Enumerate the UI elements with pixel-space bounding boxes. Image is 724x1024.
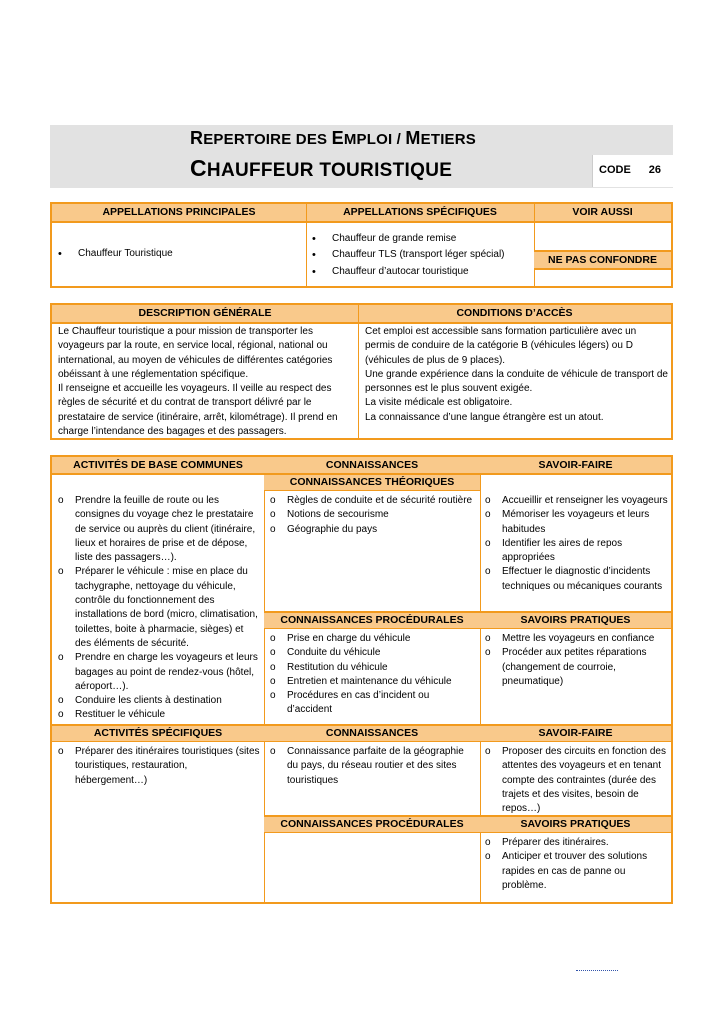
conditions-paragraph: Cet emploi est accessible sans formation particulière avec un permis de conduire de la catégorie B (véhicules légers) ou D (véhicules de plus de 9 places). — [365, 326, 637, 366]
list-item: o Restituer le véhicule — [58, 708, 262, 722]
list-item: o Procédures en cas d’incident ou d’accident — [270, 689, 475, 718]
list-item: o Identifier les aires de repos appropriées — [485, 537, 669, 566]
list-item: o Conduire les clients à destination — [58, 694, 262, 708]
list-item: o Mémoriser les voyageurs et leurs habitudes — [485, 508, 669, 537]
connaissances-procedurales-list — [270, 632, 475, 718]
document-header — [50, 125, 673, 188]
connaissances-specifiques-list — [270, 745, 475, 788]
appellations-principales-list — [58, 247, 303, 261]
list-item: o Mettre les voyageurs en confiance — [485, 632, 669, 646]
connaissances-specifiques-header: CONNAISSANCES — [264, 726, 480, 741]
appellations-specifiques-header: APPELLATIONS SPÉCIFIQUES — [306, 204, 534, 222]
list-item: o Préparer des itinéraires touristiques (sites touristiques, restauration, hébergement…) — [58, 745, 262, 788]
savoir-faire-specifiques-list — [485, 745, 669, 816]
page-title: CHAUFFEUR TOURISTIQUE — [190, 155, 453, 181]
code-value: 26 — [648, 164, 661, 176]
list-item: o Préparer le véhicule : mise en place du tachygraphe, nettoyage du véhicule, contrôle du fonctionnement des installations de bord (micro, climatisation, toilettes, boite à pharmacie, sièges) et des éléments de sécurité. — [58, 565, 262, 651]
code-box — [592, 155, 673, 187]
list-item: o Effectuer le diagnostic d’incidents techniques ou mécaniques courants — [485, 565, 669, 594]
footer-mark — [576, 970, 618, 974]
savoir-faire-list — [485, 494, 669, 594]
description-generale-header: DESCRIPTION GÉNÉRALE — [52, 305, 358, 323]
appellations-specifiques-list — [312, 232, 532, 279]
connaissances-theoriques-list — [270, 494, 475, 537]
conditions-acces-header: CONDITIONS D’ACCÈS — [358, 305, 671, 323]
appellations-table — [50, 202, 673, 288]
connaissances-header: CONNAISSANCES — [264, 457, 480, 474]
list-item: o Conduite du véhicule — [270, 646, 475, 660]
savoirs-pratiques-specifiques-header: SAVOIRS PRATIQUES — [480, 817, 671, 832]
list-item: • Chauffeur TLS (transport léger spécial) — [312, 248, 532, 262]
ne-pas-confondre-header: NE PAS CONFONDRE — [534, 252, 671, 269]
list-item: o Géographie du pays — [270, 523, 475, 537]
appellations-principales-header: APPELLATIONS PRINCIPALES — [52, 204, 306, 222]
conditions-paragraph: Une grande expérience dans la conduite de véhicule de transport de personnes est le plus souvent exigée. — [365, 368, 668, 395]
list-item: o Prendre en charge les voyageurs et leurs bagages au point de rendez-vous (hôtel, aéroport…). — [58, 651, 262, 694]
activites-table — [50, 455, 673, 904]
list-item: o Proposer des circuits en fonction des attentes des voyageurs et en tenant compte des contraintes (durée des trajets et des visites, besoin de repos…) — [485, 745, 669, 816]
conditions-acces-text — [365, 325, 668, 425]
connaissances-procedurales-specifiques-header: CONNAISSANCES PROCÉDURALES — [264, 817, 480, 832]
list-item: o Prise en charge du véhicule — [270, 632, 475, 646]
list-item: o Connaissance parfaite de la géographie du pays, du réseau routier et des sites touristiques — [270, 745, 475, 788]
activites-base-list — [58, 494, 262, 723]
description-paragraph: Il renseigne et accueille les voyageurs. Il veille au respect des règles de sécurité et du contrat de transport délivré par le prestataire de service (itinéraire, arrêt, kilométrage). Il prend en charge l’intendance des bagages et des passagers. — [58, 383, 338, 438]
savoir-faire-header: SAVOIR-FAIRE — [480, 457, 671, 474]
savoirs-pratiques-header: SAVOIRS PRATIQUES — [480, 613, 671, 628]
header-title-line1: REPERTOIRE DES EMPLOI / METIERS — [190, 128, 477, 148]
code-label: CODE — [599, 164, 631, 176]
list-item: • Chauffeur Touristique — [58, 247, 303, 261]
description-table — [50, 303, 673, 440]
list-item: o Notions de secourisme — [270, 508, 475, 522]
savoirs-pratiques-list — [485, 632, 669, 689]
list-item: o Accueillir et renseigner les voyageurs — [485, 494, 669, 508]
list-item: o Règles de conduite et de sécurité routière — [270, 494, 475, 508]
conditions-paragraph: La connaissance d’une langue étrangère est un atout. — [365, 411, 604, 423]
description-generale-text — [58, 325, 353, 439]
connaissances-procedurales-header: CONNAISSANCES PROCÉDURALES — [264, 613, 480, 628]
list-item: o Procéder aux petites réparations (changement de courroie, pneumatique) — [485, 646, 669, 689]
list-item: • Chauffeur d’autocar touristique — [312, 265, 532, 279]
connaissances-theoriques-header: CONNAISSANCES THÉORIQUES — [264, 475, 480, 490]
list-item: • Chauffeur de grande remise — [312, 232, 532, 246]
savoirs-pratiques-specifiques-list — [485, 836, 669, 893]
voir-aussi-header: VOIR AUSSI — [534, 204, 671, 222]
activites-specifiques-header: ACTIVITÉS SPÉCIFIQUES — [52, 726, 264, 741]
savoir-faire-specifiques-header: SAVOIR-FAIRE — [480, 726, 671, 741]
list-item: o Restitution du véhicule — [270, 661, 475, 675]
description-paragraph: Le Chauffeur touristique a pour mission de transporter les voyageurs par la route, en service local, régional, national ou international, au moyen de véhicules de différentes catégories obéissant à une réglementation spécifique. — [58, 326, 333, 380]
list-item: o Anticiper et trouver des solutions rapides en cas de panne ou problème. — [485, 850, 669, 893]
conditions-paragraph: La visite médicale est obligatoire. — [365, 397, 513, 409]
activites-specifiques-list — [58, 745, 262, 788]
list-item: o Prendre la feuille de route ou les consignes du voyage chez le prestataire de service ou auprès du client (itinéraire, lieux et horaires de prise et de dépose, liste des passagers…). — [58, 494, 262, 565]
activites-base-header: ACTIVITÉS DE BASE COMMUNES — [52, 457, 264, 474]
list-item: o Entretien et maintenance du véhicule — [270, 675, 475, 689]
list-item: o Préparer des itinéraires. — [485, 836, 669, 850]
